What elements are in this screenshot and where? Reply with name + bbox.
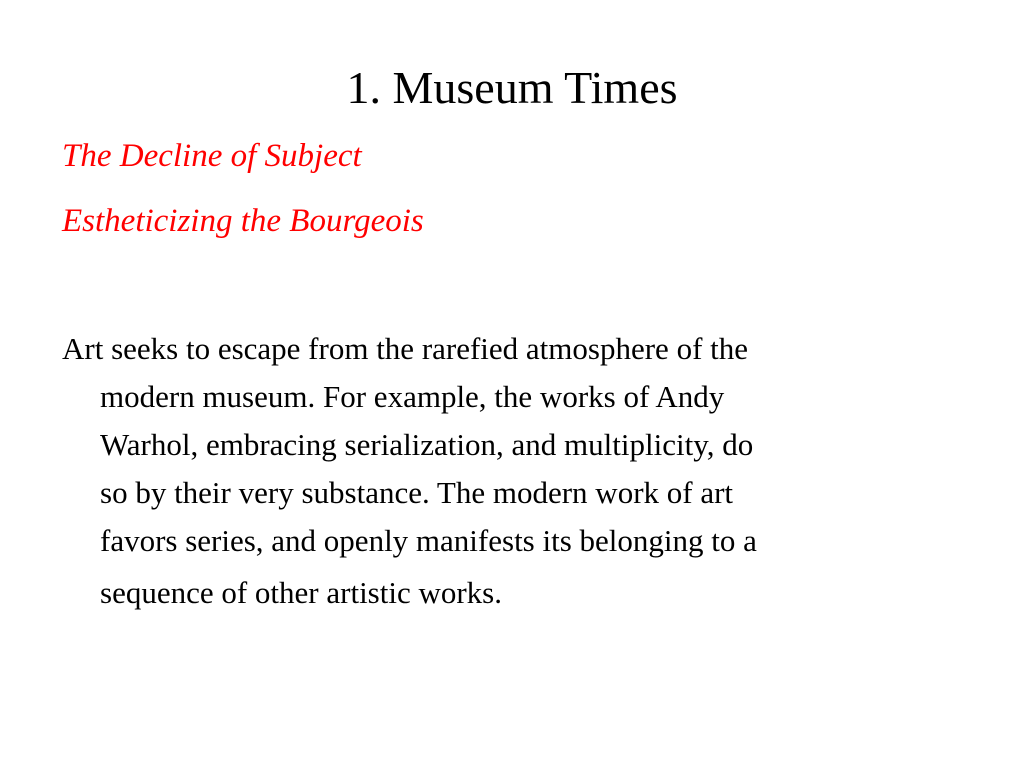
slide-title: 1. Museum Times	[346, 62, 678, 113]
body-line: so by their very substance. The modern work of art	[100, 475, 734, 510]
body-line: favors series, and openly manifests its belonging to a	[100, 523, 757, 558]
body-line: Warhol, embracing serialization, and multiplicity, do	[100, 427, 754, 462]
body-line: Art seeks to escape from the rarefied atmosphere of the	[62, 331, 749, 366]
body-paragraph	[62, 325, 962, 617]
body-line: sequence of other artistic works.	[100, 575, 503, 610]
subtitle-estheticizing-bourgeois: Estheticizing the Bourgeois	[62, 203, 424, 239]
body-line: modern museum. For example, the works of Andy	[100, 379, 725, 414]
subtitle-decline-of-subject: The Decline of Subject	[62, 138, 362, 174]
